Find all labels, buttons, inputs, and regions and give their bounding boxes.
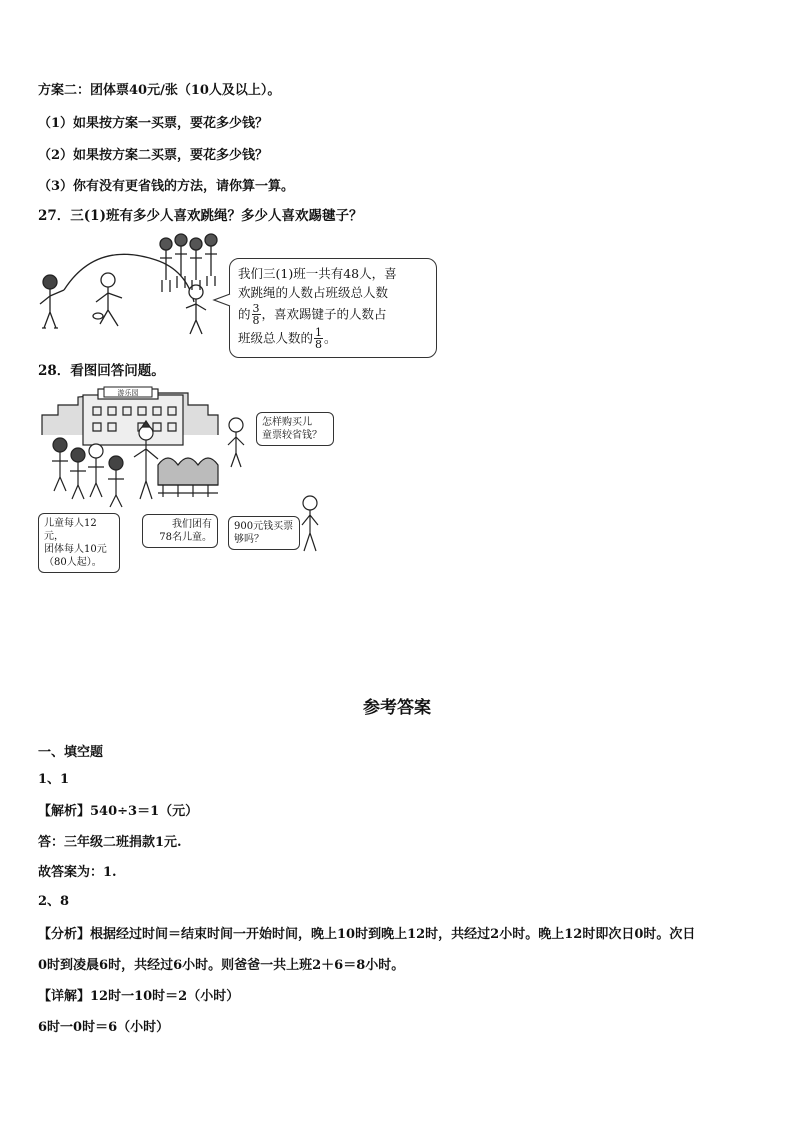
fraction-2-denominator: 8	[315, 338, 323, 352]
q-bubble-2-line-2: 够吗？	[234, 534, 264, 545]
answer-1-result: 故答案为：1.	[38, 865, 117, 880]
problem-27-speech-bubble	[229, 258, 437, 358]
answers-heading: 参考答案	[363, 698, 431, 718]
q-bubble-2-line-1: 900元钱买票	[234, 521, 294, 532]
answer-1-title: 1、1	[38, 772, 70, 787]
fraction-one-eighth	[314, 327, 323, 351]
bubble-tail	[212, 290, 232, 310]
group-bubble	[142, 514, 218, 548]
answer-1-response: 答：三年级二班捐款1元.	[38, 835, 182, 850]
problem-27-title: 27．三(1)班有多少人喜欢跳绳？多少人喜欢踢毽子？	[38, 208, 363, 224]
jump-rope-illustration	[36, 230, 226, 340]
plan-two-text: 方案二：团体票40元/张（10人及以上）。	[38, 83, 281, 98]
q-bubble-1-line-1: 怎样购买儿	[262, 417, 312, 428]
answer-1-analysis: 【解析】540÷3＝1（元）	[38, 804, 199, 819]
bubble-line-2: 欢跳绳的人数占班级总人数	[238, 284, 389, 300]
bubble-line-1: 我们三(1)班一共有48人，喜	[238, 266, 397, 281]
problem-28-title: 28．看图回答问题。	[38, 363, 165, 379]
fraction-2-numerator: 1	[315, 325, 323, 339]
fraction-1-denominator: 8	[252, 314, 260, 328]
question-2: （2）如果按方案二买票，要花多少钱？	[38, 148, 269, 163]
bubble-line-3	[238, 303, 428, 327]
answer-2-analysis-2: 0时到凌晨6时，共经过6小时。则爸爸一共上班2＋6＝8小时。	[38, 958, 405, 973]
answer-2-detail-1: 【详解】12时一10时＝2（小时）	[38, 989, 240, 1004]
q-bubble-1-line-2: 童票较省钱？	[262, 430, 322, 441]
park-sign: 游乐园	[117, 389, 139, 397]
answer-2-detail-2: 6时一0时＝6（小时）	[38, 1020, 170, 1035]
price-line-2: 团体每人10元	[44, 544, 107, 555]
group-line-1: 我们团有	[172, 519, 212, 530]
price-line-1: 儿童每人12元，	[44, 518, 97, 542]
bubble-line-3-suffix: ，喜欢踢键子的人数占	[261, 306, 387, 322]
price-line-3: （80人起）。	[44, 557, 102, 568]
question-3: （3）你有没有更省钱的方法，请你算一算。	[38, 179, 295, 194]
answer-2-analysis-1: 【分析】根据经过时间＝结束时间一开始时间，晚上10时到晚上12时，共经过2小时。晚上12时即次日0时。次日	[38, 927, 696, 942]
bubble-line-4	[238, 327, 428, 351]
bubble-line-4-text: 班级总人数的	[238, 330, 314, 346]
question-bubble-1	[256, 412, 334, 446]
answer-2-title: 2、8	[38, 894, 70, 909]
section-title: 一、填空题	[38, 745, 104, 760]
fraction-1-numerator: 3	[252, 301, 260, 315]
question-1: （1）如果按方案一买票，要花多少钱？	[38, 116, 269, 131]
price-bubble	[38, 513, 120, 573]
bubble-line-3-prefix: 的	[238, 306, 251, 322]
fraction-three-eighths	[252, 303, 261, 327]
question-bubble-2	[228, 516, 300, 550]
group-line-2: 78名儿童。	[159, 532, 212, 543]
bubble-line-4-end: 。	[324, 330, 337, 346]
